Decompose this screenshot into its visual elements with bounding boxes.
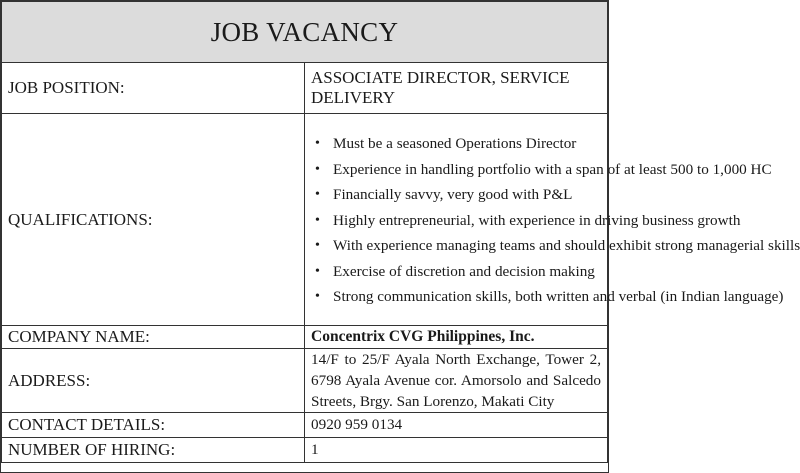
hiring-label: NUMBER OF HIRING: [2,438,305,463]
contact-value: 0920 959 0134 [305,413,608,438]
job-position-label: JOB POSITION: [2,63,305,114]
hiring-row [2,438,608,463]
qualification-item: • Highly entrepreneurial, with experience in driving business growth [311,208,601,234]
address-row [2,349,608,413]
address-label: ADDRESS: [2,349,305,413]
page-title: JOB VACANCY [2,2,608,63]
company-label: COMPANY NAME: [2,326,305,349]
hiring-value: 1 [305,438,608,463]
company-value: Concentrix CVG Philippines, Inc. [305,326,608,349]
company-row [2,326,608,349]
qualifications-row [2,114,608,326]
qualification-item: • With experience managing teams and should exhibit strong managerial skills [311,233,601,259]
job-position-value: ASSOCIATE DIRECTOR, SERVICE DELIVERY [305,63,608,114]
vacancy-table [1,1,800,463]
qualifications-cell [305,114,800,326]
contact-row [2,413,608,438]
qualification-item: • Financially savvy, very good with P&L [311,182,601,208]
qualifications-label: QUALIFICATIONS: [2,114,305,326]
qualification-item: • Exercise of discretion and decision making [311,259,601,285]
qualifications-list [311,129,800,310]
qualification-item: • Experience in handling portfolio with a span of at least 500 to 1,000 HC [311,157,601,183]
address-value: 14/F to 25/F Ayala North Exchange, Tower 2, 6798 Ayala Avenue cor. Amorsolo and Salcedo Streets, Brgy. San Lorenzo, Makati City [305,349,608,413]
qualification-item: • Must be a seasoned Operations Director [311,131,601,157]
qualification-item: • Strong communication skills, both written and verbal (in Indian language) [311,284,601,310]
job-position-row [2,63,608,114]
title-row [2,2,608,63]
contact-label: CONTACT DETAILS: [2,413,305,438]
